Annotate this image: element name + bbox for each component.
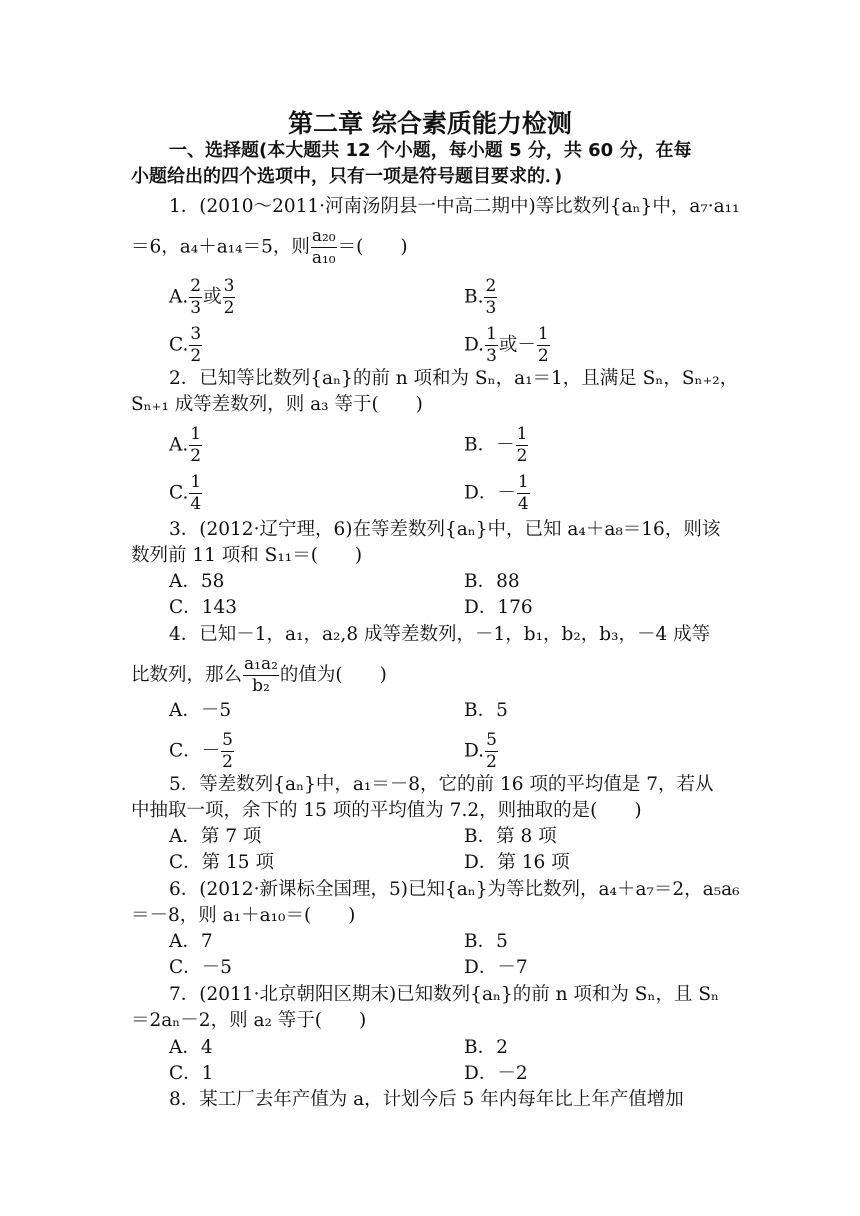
q2-option-a[interactable]: A. $\frac{1}{2}$ bbox=[169, 424, 202, 466]
q4-option-b[interactable]: B．5 bbox=[464, 700, 508, 721]
q1-option-d[interactable]: D. $\frac{1}{3}$ 或－ $\frac{1}{2}$ bbox=[464, 324, 549, 366]
q6-option-c[interactable]: C．－5 bbox=[169, 957, 232, 978]
q5-option-b[interactable]: B．第 8 项 bbox=[464, 826, 557, 847]
q3-line-1: 3．(2012·辽宁理，6)在等差数列{aₙ}中，已知 a₄＋a₈＝16，则该 bbox=[169, 519, 721, 540]
q1-option-b[interactable]: B. $\frac{2}{3}$ bbox=[464, 276, 497, 318]
q4-option-d[interactable]: D. $\frac{5}{2}$ bbox=[464, 730, 497, 772]
q4-option-c[interactable]: C．－ $\frac{5}{2}$ bbox=[169, 730, 233, 772]
q1-line-2: ＝6，a₄＋a₁₄＝5，则 $\frac{\text{a₂₀}}{\text{a₁₀}}$ ＝( ) bbox=[131, 226, 408, 268]
q6-option-d[interactable]: D．－7 bbox=[464, 957, 528, 978]
q7-line-1: 7．(2011·北京朝阳区期末)已知数列{aₙ}的前 n 项和为 Sₙ，且 Sₙ bbox=[169, 984, 720, 1005]
q6-option-b[interactable]: B．5 bbox=[464, 931, 508, 952]
q6-line-1: 6．(2012·新课标全国理，5)已知{aₙ}为等比数列，a₄＋a₇＝2，a₅a₆ bbox=[169, 879, 740, 900]
q5-option-d[interactable]: D．第 16 项 bbox=[464, 852, 570, 873]
q4-fraction: $\frac{\text{a₁a₂}}{\text{b₂}}$ bbox=[244, 654, 278, 696]
q5-option-c[interactable]: C．第 15 项 bbox=[169, 852, 274, 873]
q2-option-d[interactable]: D．－ $\frac{1}{4}$ bbox=[464, 472, 529, 514]
q6-line-2: ＝－8，则 a₁＋a₁₀＝( ) bbox=[131, 905, 356, 926]
q1-fraction: $\frac{\text{a₂₀}}{\text{a₁₀}}$ bbox=[311, 226, 336, 268]
q7-option-d[interactable]: D．－2 bbox=[464, 1063, 528, 1084]
q1-option-c[interactable]: C. $\frac{3}{2}$ bbox=[169, 324, 202, 366]
page-title: 第二章 综合素质能力检测 bbox=[288, 109, 572, 138]
q5-line-2: 中抽取一项，余下的 15 项的平均值为 7.2，则抽取的是( ) bbox=[131, 800, 642, 821]
q2-option-c[interactable]: C. $\frac{1}{4}$ bbox=[169, 472, 202, 514]
q7-option-a[interactable]: A．4 bbox=[169, 1037, 213, 1058]
q2-option-b[interactable]: B．－ $\frac{1}{2}$ bbox=[464, 424, 528, 466]
q7-option-c[interactable]: C．1 bbox=[169, 1063, 214, 1084]
q7-line-2: ＝2aₙ－2，则 a₂ 等于( ) bbox=[131, 1010, 367, 1031]
q3-option-a[interactable]: A．58 bbox=[169, 571, 225, 592]
q5-option-a[interactable]: A．第 7 项 bbox=[169, 826, 262, 847]
section-heading-line-2: 小题给出的四个选项中，只有一项是符号题目要求的．) bbox=[131, 166, 563, 187]
q8-line-1: 8．某工厂去年产值为 a，计划今后 5 年内每年比上年产值增加 bbox=[169, 1089, 684, 1110]
q4-line-2: 比数列，那么 $\frac{\text{a₁a₂}}{\text{b₂}}$ 的值为( ) bbox=[131, 654, 387, 696]
q1-line-1: 1．(2010～2011·河南汤阴县一中高二期中)等比数列{aₙ}中，a₇·a₁₁ bbox=[169, 196, 740, 217]
q1-option-a[interactable]: A. $\frac{2}{3}$ 或 $\frac{3}{2}$ bbox=[169, 276, 235, 318]
q6-option-a[interactable]: A．7 bbox=[169, 931, 213, 952]
q4-line-1: 4．已知－1，a₁，a₂,8 成等差数列，－1，b₁，b₂，b₃，－4 成等 bbox=[169, 624, 711, 645]
q3-option-b[interactable]: B．88 bbox=[464, 571, 520, 592]
q3-option-d[interactable]: D．176 bbox=[464, 597, 533, 618]
q3-line-2: 数列前 11 项和 S₁₁＝( ) bbox=[131, 545, 363, 566]
q7-option-b[interactable]: B．2 bbox=[464, 1037, 508, 1058]
section-heading-line-1: 一、选择题(本大题共 12 个小题，每小题 5 分，共 60 分，在每 bbox=[169, 140, 692, 161]
q2-line-1: 2．已知等比数列{aₙ}的前 n 项和为 Sₙ，a₁＝1，且满足 Sₙ，Sₙ₊₂， bbox=[169, 368, 739, 389]
q4-option-a[interactable]: A．－5 bbox=[169, 700, 232, 721]
q5-line-1: 5．等差数列{aₙ}中，a₁＝－8，它的前 16 项的平均值是 7，若从 bbox=[169, 774, 714, 795]
q2-line-2: Sₙ₊₁ 成等差数列，则 a₃ 等于( ) bbox=[131, 394, 423, 415]
q3-option-c[interactable]: C．143 bbox=[169, 597, 237, 618]
